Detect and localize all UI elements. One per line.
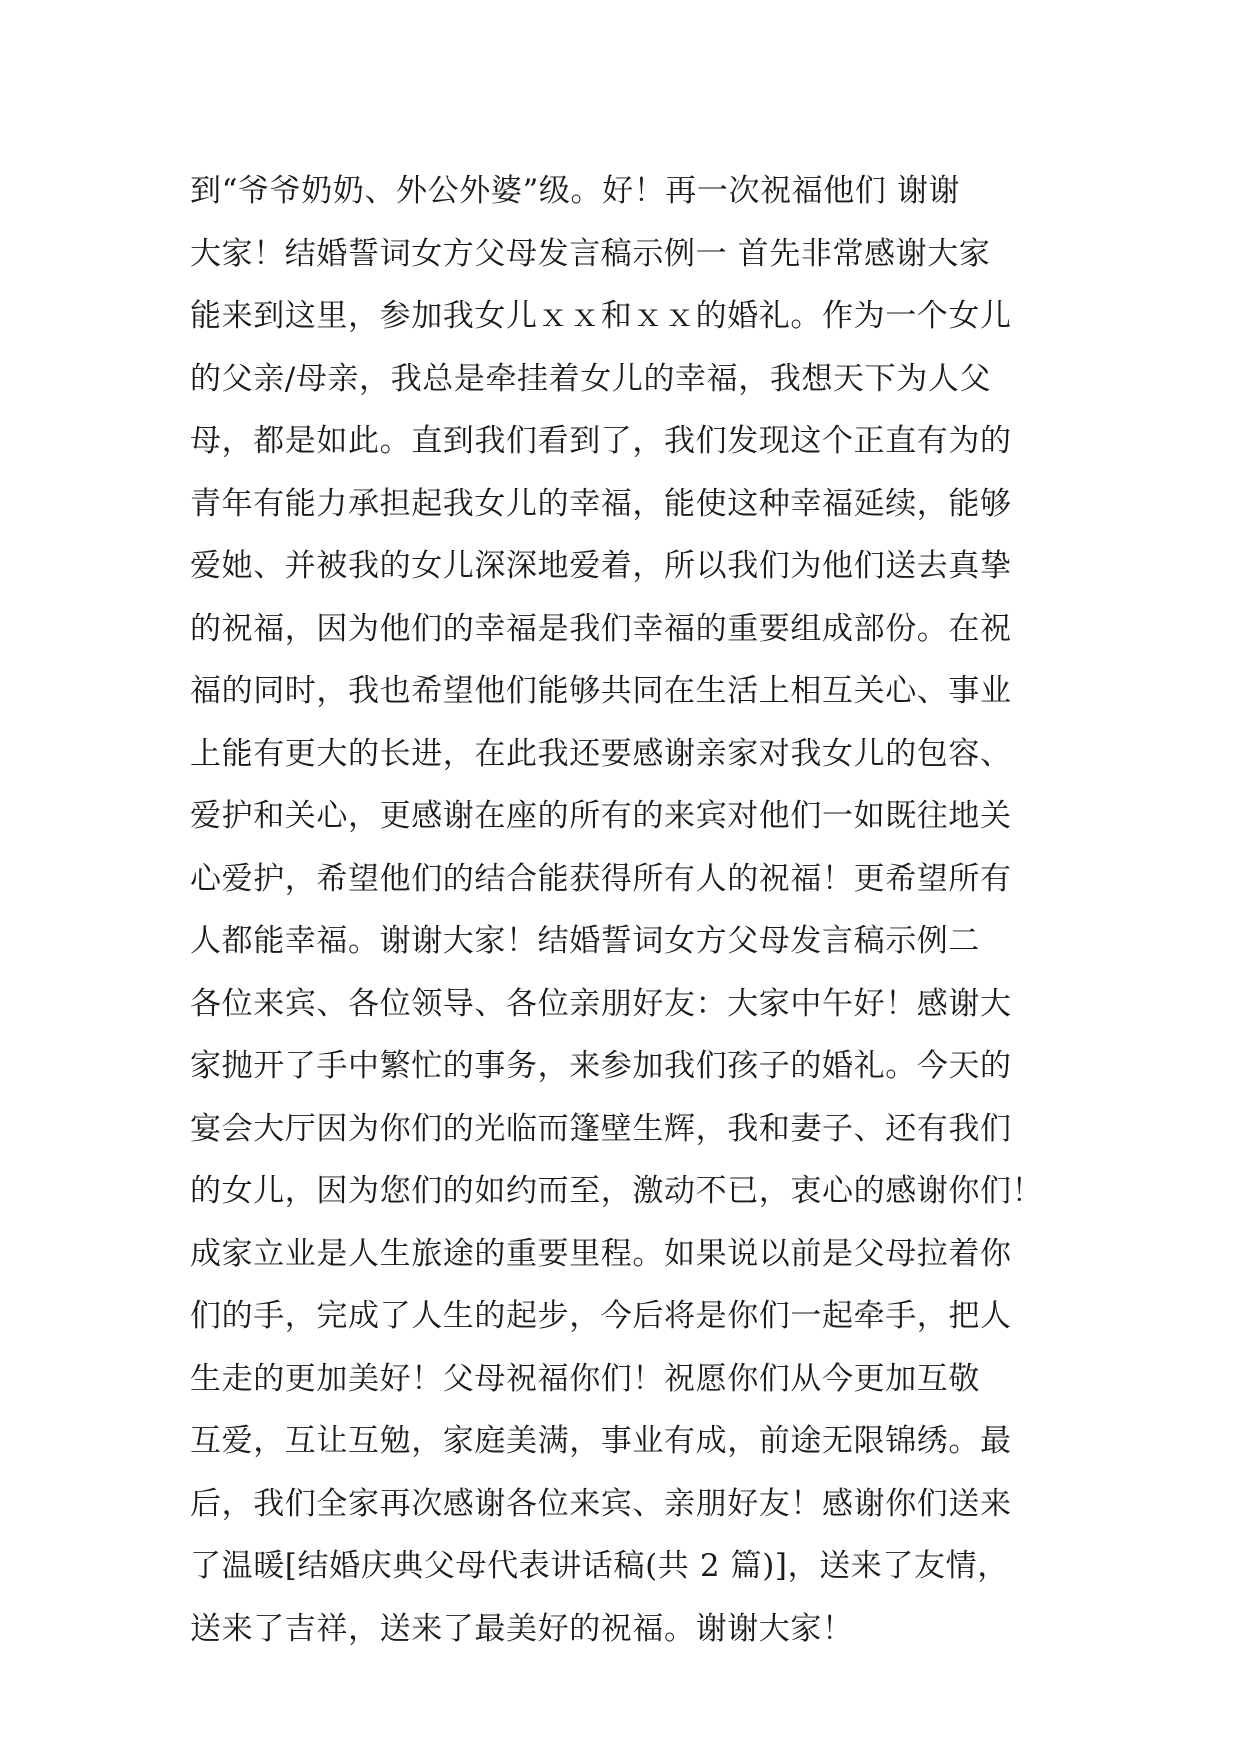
text-line: 爱护和关心，更感谢在座的所有的来宾对他们一如既往地关 [190,798,1012,834]
text-line: 成家立业是人生旅途的重要里程。如果说以前是父母拉着你 [190,1235,1012,1272]
text-line: 的祝福，因为他们的幸福是我们幸福的重要组成部份。在祝 [190,610,1012,647]
text-line: 生走的更加美好！父母祝福你们！祝愿你们从今更加互敬 [190,1360,980,1397]
text-line: 人都能幸福。谢谢大家！结婚誓词女方父母发言稿示例二 [190,923,980,959]
text-line: 青年有能力承担起我女儿的幸福，能使这种幸福延续，能够 [190,485,1012,522]
text-line: 家抛开了手中繁忙的事务，来参加我们孩子的婚礼。今天的 [190,1048,1012,1084]
text-line: 了温暖[结婚庆典父母代表讲话稿(共 2 篇)]，送来了友情， [190,1548,1009,1584]
text-line: 能来到这里，参加我女儿ｘｘ和ｘｘ的婚礼。作为一个女儿 [190,298,1012,334]
text-line: 心爱护，希望他们的结合能获得所有人的祝福！更希望所有 [190,860,1012,897]
text-line: 送来了吉祥，送来了最美好的祝福。谢谢大家！ [190,1610,854,1647]
text-line: 福的同时，我也希望他们能够共同在生活上相互关心、事业 [190,673,1012,709]
text-line: 大家！结婚誓词女方父母发言稿示例一 首先非常感谢大家 [190,235,991,272]
text-line: 母，都是如此。直到我们看到了，我们发现这个正直有为的 [190,423,1012,459]
text-line: 们的手，完成了人生的起步，今后将是你们一起牵手，把人 [190,1298,1012,1334]
text-line: 宴会大厅因为你们的光临而篷壁生辉，我和妻子、还有我们 [190,1110,1012,1147]
document-body [190,160,1090,1660]
text-line: 后，我们全家再次感谢各位来宾、亲朋好友！感谢你们送来 [190,1485,1012,1522]
text-line: 到“爷爷奶奶、外公外婆”级。好！再一次祝福他们 谢谢 [190,173,961,209]
text-line: 的女儿，因为您们的如约而至，激动不已，衷心的感谢你们！ [190,1173,1044,1209]
text-line: 的父亲/母亲，我总是牵挂着女儿的幸福，我想天下为人父 [190,360,992,397]
text-line: 各位来宾、各位领导、各位亲朋好友：大家中午好！感谢大 [190,985,1012,1022]
text-line: 互爱，互让互勉，家庭美满，事业有成，前途无限锦绣。最 [190,1423,1012,1459]
text-line: 爱她、并被我的女儿深深地爱着，所以我们为他们送去真挚 [190,548,1012,584]
text-line: 上能有更大的长进，在此我还要感谢亲家对我女儿的包容、 [190,735,1012,772]
